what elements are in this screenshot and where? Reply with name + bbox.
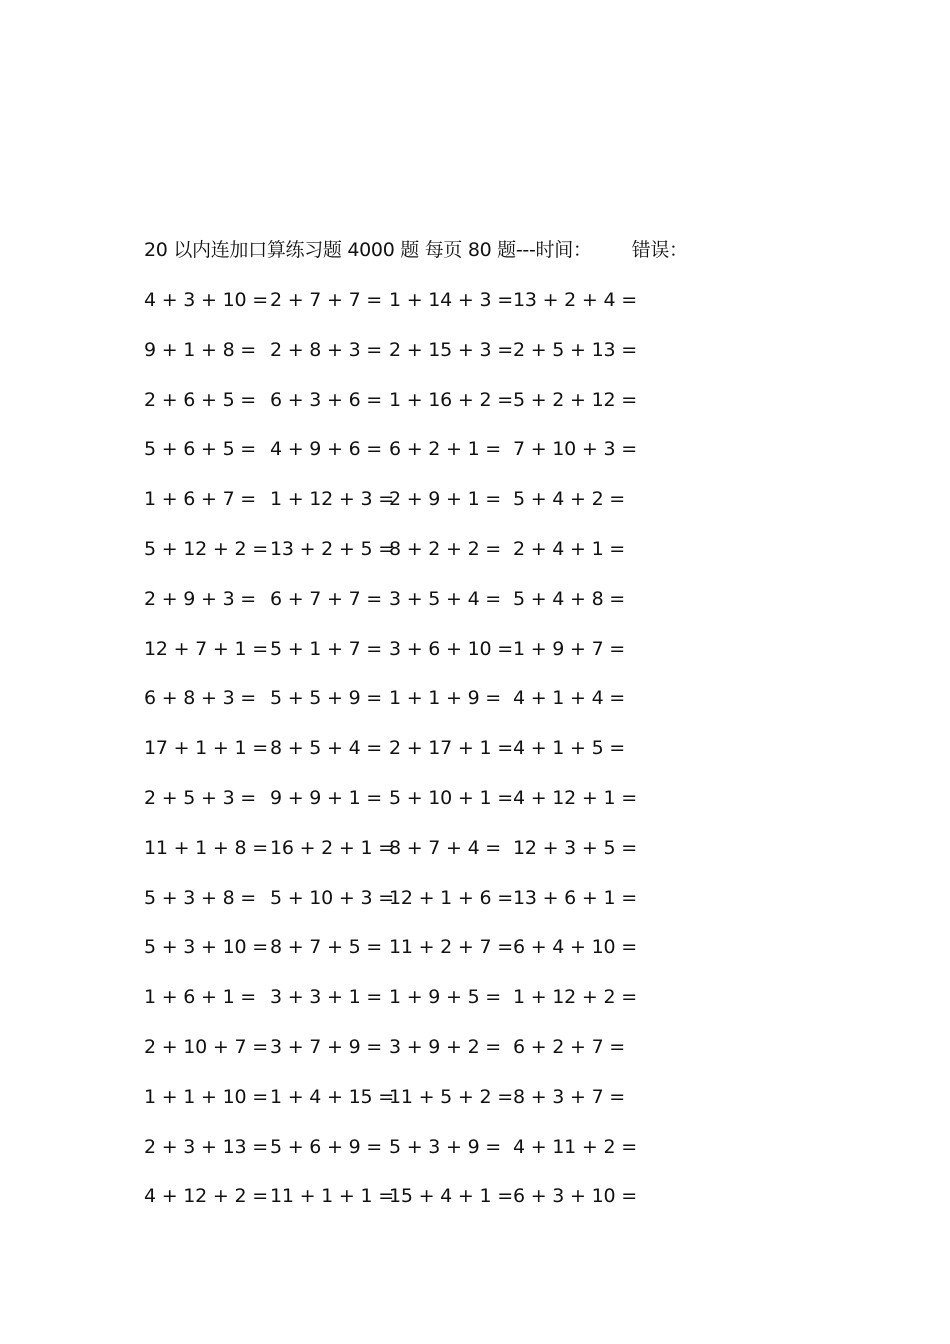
problem-row <box>144 386 664 436</box>
math-problem: 4 + 3 + 10 = <box>144 289 268 311</box>
math-problem: 2 + 17 + 1 = <box>389 737 513 760</box>
math-problem: 2 + 5 + 3 = <box>144 786 257 809</box>
problem-row <box>144 535 664 585</box>
math-problem: 1 + 14 + 3 = <box>389 289 513 311</box>
math-problem: 13 + 2 + 4 = <box>513 289 637 311</box>
math-problem: 2 + 5 + 13 = <box>513 338 637 361</box>
math-problem: 4 + 1 + 5 = <box>513 737 626 760</box>
problem-row <box>144 1133 664 1183</box>
math-problem: 6 + 3 + 10 = <box>513 1185 637 1208</box>
math-problem: 16 + 2 + 1 = <box>270 836 394 859</box>
problem-row <box>144 884 664 934</box>
problem-row <box>144 585 664 635</box>
math-problem: 5 + 12 + 2 = <box>144 537 268 560</box>
math-problem: 5 + 3 + 8 = <box>144 886 257 909</box>
math-problem: 4 + 9 + 6 = <box>270 438 383 461</box>
math-problem: 2 + 15 + 3 = <box>389 338 513 361</box>
math-problem: 2 + 3 + 13 = <box>144 1135 268 1158</box>
math-problem: 4 + 12 + 2 = <box>144 1185 268 1208</box>
math-problem: 1 + 6 + 7 = <box>144 488 257 511</box>
math-problem: 5 + 4 + 2 = <box>513 488 626 511</box>
math-problem: 6 + 4 + 10 = <box>513 936 637 959</box>
math-problem: 17 + 1 + 1 = <box>144 737 268 760</box>
math-problem: 13 + 6 + 1 = <box>513 886 637 909</box>
math-problem: 8 + 5 + 4 = <box>270 737 383 760</box>
math-problem: 4 + 11 + 2 = <box>513 1135 637 1158</box>
math-problem: 15 + 4 + 1 = <box>389 1185 513 1208</box>
math-problem: 8 + 7 + 5 = <box>270 936 383 959</box>
math-problem: 1 + 4 + 15 = <box>270 1085 394 1108</box>
math-problem: 5 + 1 + 7 = <box>270 637 383 660</box>
problem-row <box>144 784 664 834</box>
math-problem: 11 + 1 + 1 = <box>270 1185 394 1208</box>
math-problem: 6 + 8 + 3 = <box>144 687 257 710</box>
math-problem: 2 + 9 + 1 = <box>389 488 502 511</box>
math-problem: 6 + 2 + 7 = <box>513 1035 626 1058</box>
math-problem: 11 + 2 + 7 = <box>389 936 513 959</box>
math-problem: 8 + 2 + 2 = <box>389 537 502 560</box>
problem-row <box>144 485 664 535</box>
math-problem: 13 + 2 + 5 = <box>270 537 394 560</box>
math-problem: 5 + 6 + 5 = <box>144 438 257 461</box>
math-problem: 3 + 5 + 4 = <box>389 587 502 610</box>
math-problem: 3 + 6 + 10 = <box>389 637 513 660</box>
math-problem: 11 + 1 + 8 = <box>144 836 268 859</box>
math-problem: 2 + 10 + 7 = <box>144 1035 268 1058</box>
problem-row <box>144 1182 664 1232</box>
math-problem: 2 + 7 + 7 = <box>270 289 383 311</box>
problem-row <box>144 286 664 336</box>
math-problem: 1 + 12 + 3 = <box>270 488 394 511</box>
problem-row <box>144 1083 664 1133</box>
math-problem: 8 + 7 + 4 = <box>389 836 502 859</box>
math-problem: 1 + 9 + 7 = <box>513 637 626 660</box>
math-problem: 4 + 1 + 4 = <box>513 687 626 710</box>
math-problem: 5 + 3 + 10 = <box>144 936 268 959</box>
problem-row <box>144 983 664 1033</box>
math-problem: 3 + 9 + 2 = <box>389 1035 502 1058</box>
problem-row <box>144 933 664 983</box>
math-problem: 6 + 2 + 1 = <box>389 438 502 461</box>
math-problem: 2 + 6 + 5 = <box>144 388 257 411</box>
problem-row <box>144 435 664 485</box>
problem-row <box>144 834 664 884</box>
math-problem: 5 + 10 + 1 = <box>389 786 513 809</box>
math-problem: 5 + 10 + 3 = <box>270 886 394 909</box>
math-problem: 6 + 3 + 6 = <box>270 388 383 411</box>
problem-row <box>144 684 664 734</box>
math-problem: 3 + 3 + 1 = <box>270 986 383 1009</box>
math-problem: 12 + 3 + 5 = <box>513 836 637 859</box>
math-problem: 1 + 16 + 2 = <box>389 388 513 411</box>
math-problem: 1 + 12 + 2 = <box>513 986 637 1009</box>
math-problem: 1 + 9 + 5 = <box>389 986 502 1009</box>
worksheet-header <box>144 236 688 264</box>
errors-label: 错误： <box>631 239 688 261</box>
math-problem: 7 + 10 + 3 = <box>513 438 637 461</box>
math-problem: 9 + 1 + 8 = <box>144 338 257 361</box>
math-problem: 1 + 1 + 10 = <box>144 1085 268 1108</box>
problem-row <box>144 635 664 685</box>
math-problem: 6 + 7 + 7 = <box>270 587 383 610</box>
problem-row <box>144 336 664 386</box>
problem-row <box>144 1033 664 1083</box>
math-problem: 2 + 9 + 3 = <box>144 587 257 610</box>
math-problem: 3 + 7 + 9 = <box>270 1035 383 1058</box>
problem-row <box>144 734 664 784</box>
math-problem: 5 + 4 + 8 = <box>513 587 626 610</box>
math-problem: 5 + 3 + 9 = <box>389 1135 502 1158</box>
math-problem: 12 + 7 + 1 = <box>144 637 268 660</box>
math-problem: 11 + 5 + 2 = <box>389 1085 513 1108</box>
worksheet-title: 20 以内连加口算练习题 4000 题 每页 80 题---时间： <box>144 239 592 261</box>
math-problem: 5 + 6 + 9 = <box>270 1135 383 1158</box>
math-problem: 1 + 6 + 1 = <box>144 986 257 1009</box>
math-problem: 2 + 8 + 3 = <box>270 338 383 361</box>
math-problem: 1 + 1 + 9 = <box>389 687 502 710</box>
math-problem: 9 + 9 + 1 = <box>270 786 383 809</box>
math-problem: 8 + 3 + 7 = <box>513 1085 626 1108</box>
math-problem: 5 + 2 + 12 = <box>513 388 637 411</box>
math-problem: 2 + 4 + 1 = <box>513 537 626 560</box>
math-problem: 5 + 5 + 9 = <box>270 687 383 710</box>
math-problem: 4 + 12 + 1 = <box>513 786 637 809</box>
math-problem: 12 + 1 + 6 = <box>389 886 513 909</box>
problem-grid <box>144 286 664 1232</box>
